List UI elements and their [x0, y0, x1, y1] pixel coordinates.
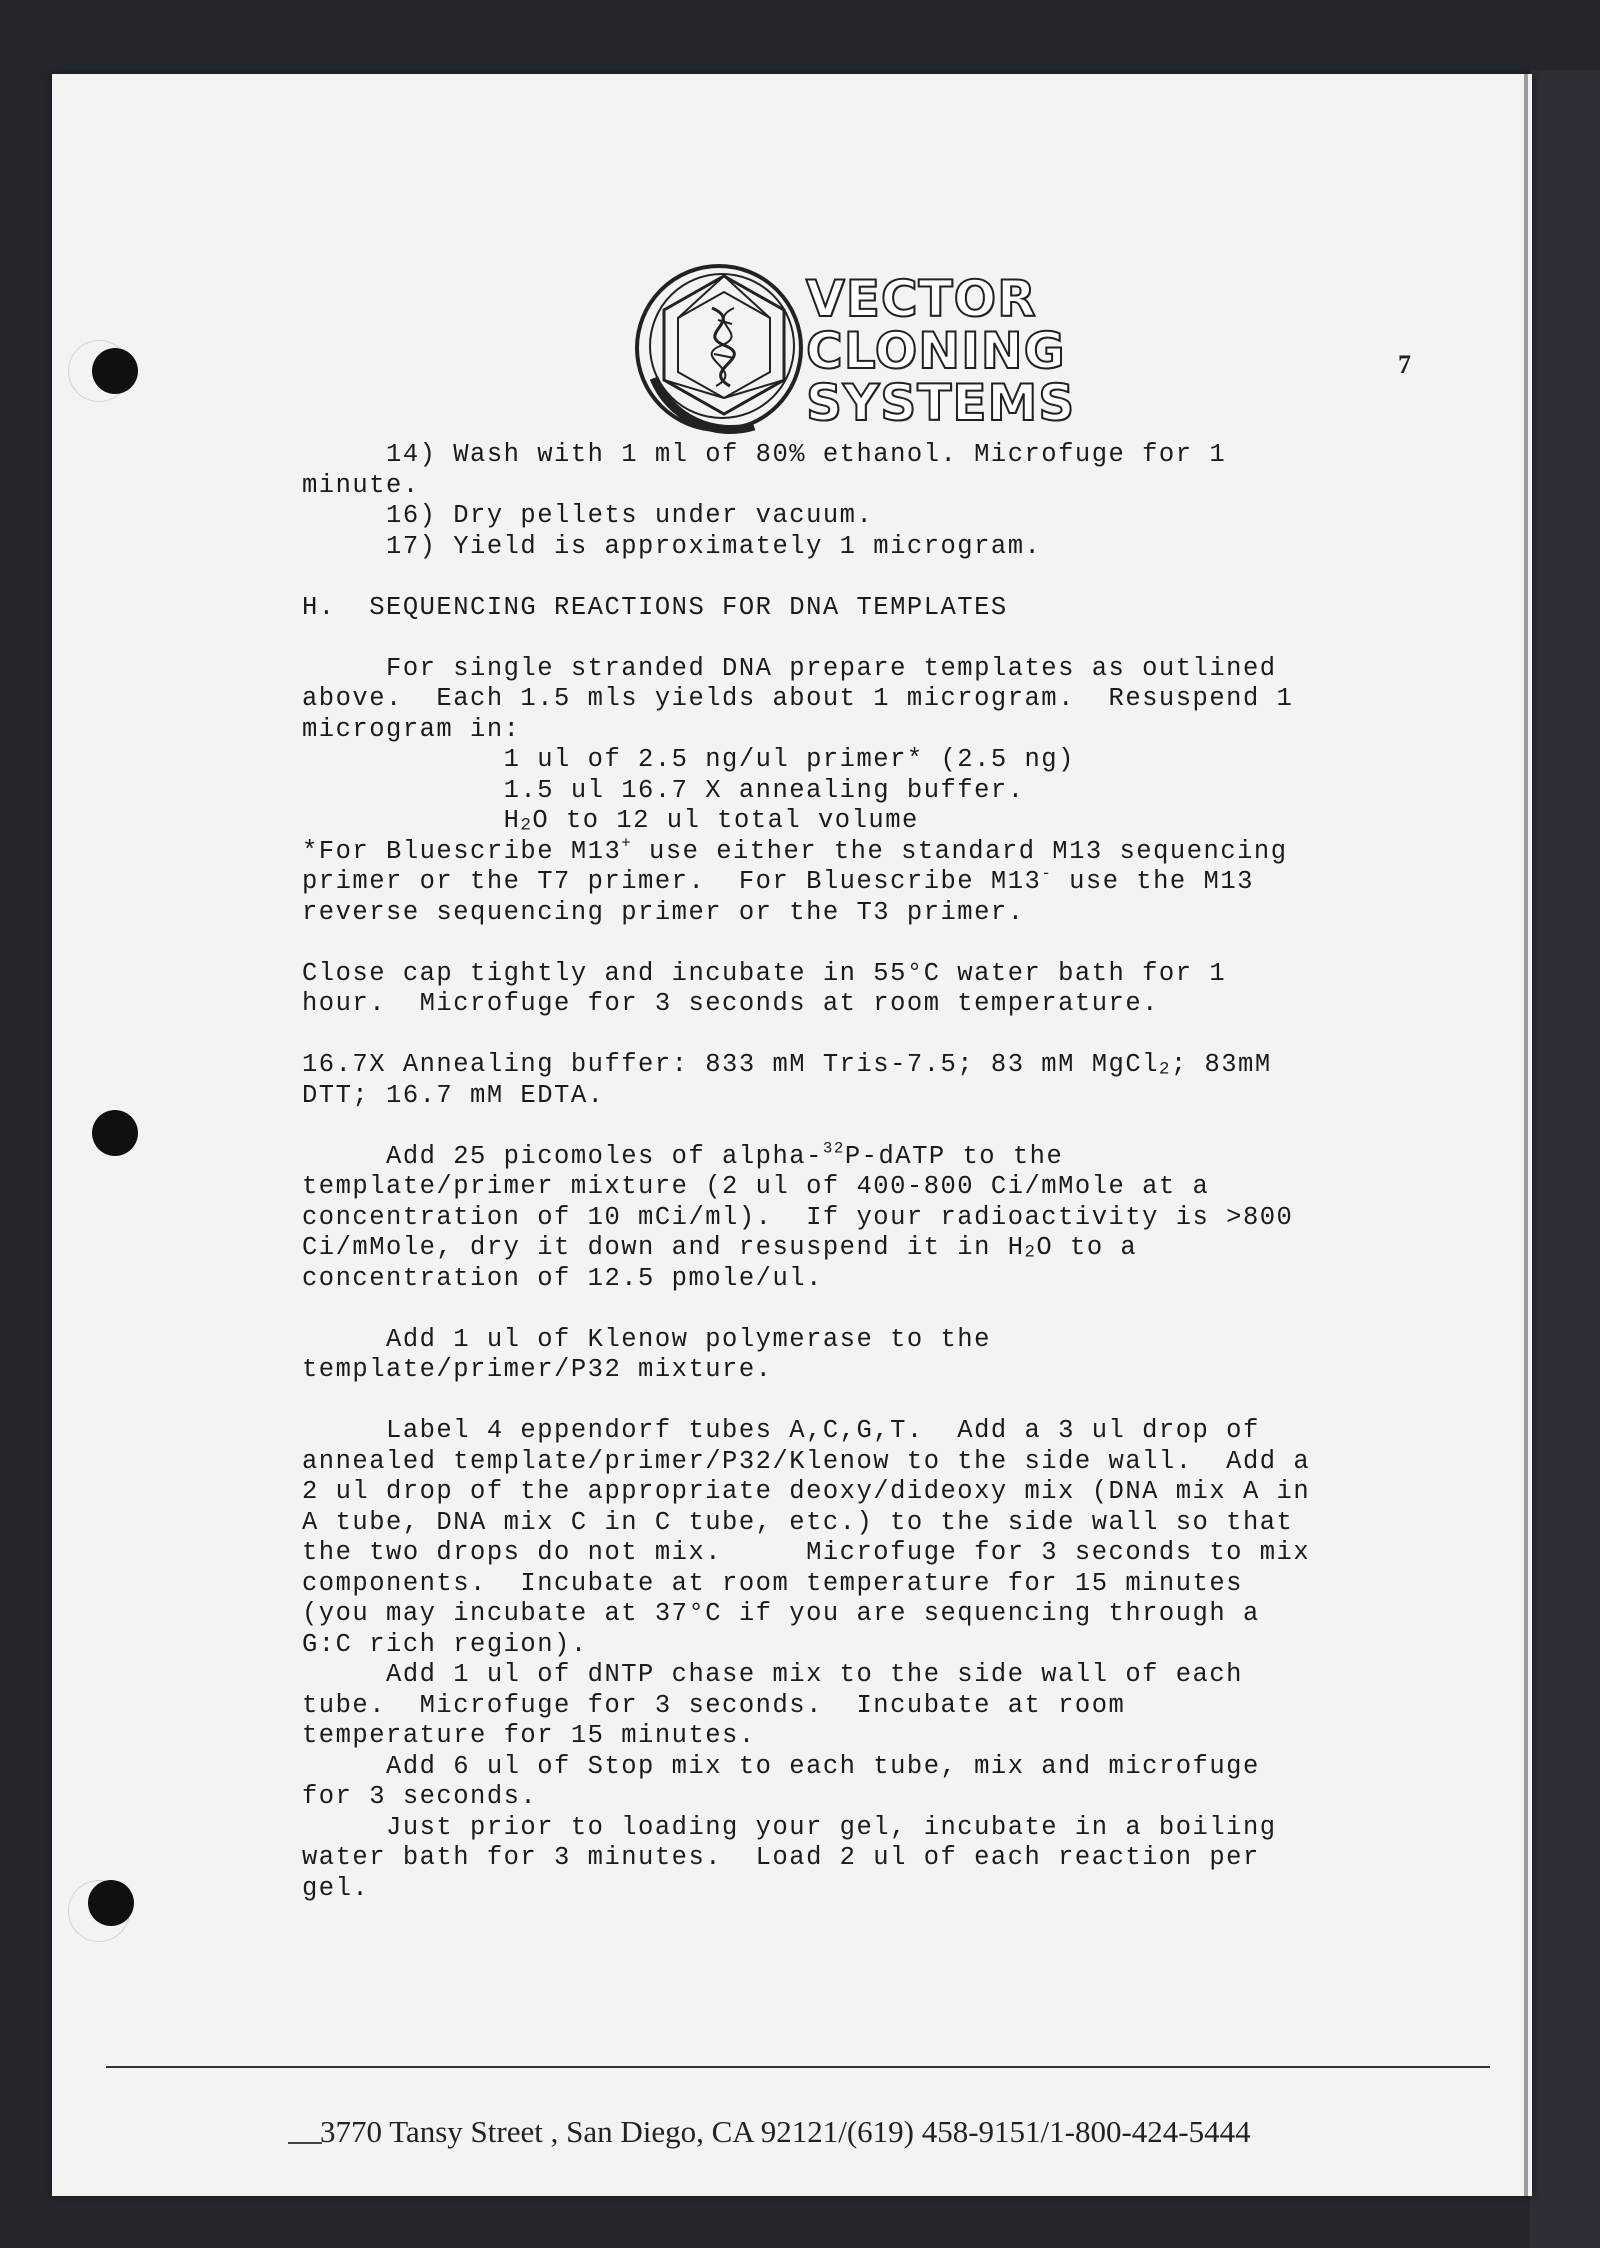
- step-17: 17) Yield is approximately 1 microgram.: [302, 531, 1042, 561]
- paragraph-line: Add 1 ul of dNTP chase mix to the side wall of each: [302, 1660, 1243, 1689]
- paragraph-line: template/primer/P32 mixture.: [302, 1355, 773, 1384]
- logo-word-systems: SYSTEMS: [806, 374, 1076, 432]
- paragraph-line: Ci/mMole, dry it down and resuspend it in $H_2O$ to a: [302, 1233, 1138, 1263]
- paragraph-line: 2 ul drop of the appropriate deoxy/dideoxy mix (DNA mix A in: [302, 1477, 1311, 1506]
- paragraph-line: DTT; 16.7 mM EDTA.: [302, 1080, 605, 1110]
- paragraph-line: Close cap tightly and incubate in 55°C water bath for 1: [302, 958, 1227, 988]
- paragraph-line: (you may incubate at 37°C if you are sequencing through a: [302, 1599, 1260, 1628]
- paragraph-line: hour. Microfuge for 3 seconds at room temperature.: [302, 989, 1159, 1018]
- logo-word-cloning: CLONING: [806, 322, 1066, 380]
- footer-divider: [106, 2066, 1490, 2068]
- protocol-text: [302, 440, 1422, 1904]
- step-14-cont: minute.: [302, 470, 420, 500]
- paragraph-line: above. Each 1.5 mls yields about 1 microgram. Resuspend 1: [302, 684, 1294, 713]
- paragraph-line: annealed template/primer/P32/Klenow to the side wall. Add a: [302, 1446, 1311, 1476]
- paragraph-line: concentration of 10 mCi/ml). If your radioactivity is >800: [302, 1202, 1294, 1232]
- paragraph-line: A tube, DNA mix C in C tube, etc.) to the side wall so that: [302, 1507, 1294, 1537]
- paragraph-line: template/primer mixture (2 ul of 400-800 Ci/mMole at a: [302, 1172, 1210, 1201]
- punch-hole: [88, 1880, 134, 1926]
- paragraph-line: tube. Microfuge for 3 seconds. Incubate at room: [302, 1690, 1126, 1720]
- paragraph-line: Label 4 eppendorf tubes A,C,G,T. Add a 3 ul drop of: [302, 1416, 1260, 1445]
- paragraph-line: G:C rich region).: [302, 1629, 588, 1659]
- paragraph-line: microgram in:: [302, 714, 521, 744]
- section-heading: H. SEQUENCING REACTIONS FOR DNA TEMPLATES: [302, 592, 1008, 622]
- paragraph-line: Just prior to loading your gel, incubate in a boiling: [302, 1812, 1277, 1842]
- footnote-line: *For Bluescribe M13+ use either the standard M13 sequencing: [302, 834, 1288, 866]
- paragraph-line: For single stranded DNA prepare templates as outlined: [302, 653, 1277, 683]
- hexagon-dna-helix-icon: [634, 258, 804, 438]
- punch-hole: [92, 348, 138, 394]
- punch-hole: [92, 1110, 138, 1156]
- paragraph-line: 1 ul of 2.5 ng/ul primer* (2.5 ng): [302, 745, 1075, 774]
- paragraph-line: 1.5 ul 16.7 X annealing buffer.: [302, 775, 1025, 805]
- paragraph-line: for 3 seconds.: [302, 1782, 538, 1811]
- paragraph-line: water bath for 3 minutes. Load 2 ul of each reaction per: [302, 1843, 1260, 1872]
- paragraph-line: the two drops do not mix. Microfuge for 3 seconds to mix: [302, 1538, 1311, 1567]
- footnote-line: reverse sequencing primer or the T3 primer.: [302, 897, 1025, 927]
- paragraph-line: 16.7X Annealing buffer: 833 mM Tris-7.5; 83 mM MgCl$_2$; 83mM: [302, 1050, 1272, 1080]
- paragraph-line: Add 1 ul of Klenow polymerase to the: [302, 1324, 991, 1354]
- paragraph-line: Add 25 picomoles of alpha-$^{32}$P-dATP to the: [302, 1139, 1064, 1171]
- paragraph-line: concentration of 12.5 pmole/ul.: [302, 1263, 823, 1293]
- paragraph-line: $H_2O$ to 12 ul total volume: [302, 806, 919, 836]
- paragraph-line: gel.: [302, 1873, 370, 1903]
- logo-word-vector: VECTOR: [806, 270, 1037, 328]
- footer-address: 3770 Tansy Street , San Diego, CA 92121/(619) 458-9151/1-800-424-5444: [320, 2114, 1251, 2149]
- scanner-backdrop: [1530, 70, 1600, 2248]
- step-14: 14) Wash with 1 ml of 80% ethanol. Microfuge for 1: [302, 440, 1227, 469]
- page-number: 7: [1398, 350, 1411, 379]
- paragraph-line: temperature for 15 minutes.: [302, 1721, 756, 1750]
- step-16: 16) Dry pellets under vacuum.: [302, 501, 874, 530]
- paragraph-line: components. Incubate at room temperature for 15 minutes: [302, 1568, 1243, 1598]
- footnote-line: primer or the T7 primer. For Bluescribe M13- use the M13: [302, 864, 1254, 896]
- company-logo: [634, 258, 1074, 438]
- page-edge: [1524, 74, 1528, 2196]
- paragraph-line: Add 6 ul of Stop mix to each tube, mix and microfuge: [302, 1751, 1260, 1781]
- footer-mark: [288, 2142, 322, 2144]
